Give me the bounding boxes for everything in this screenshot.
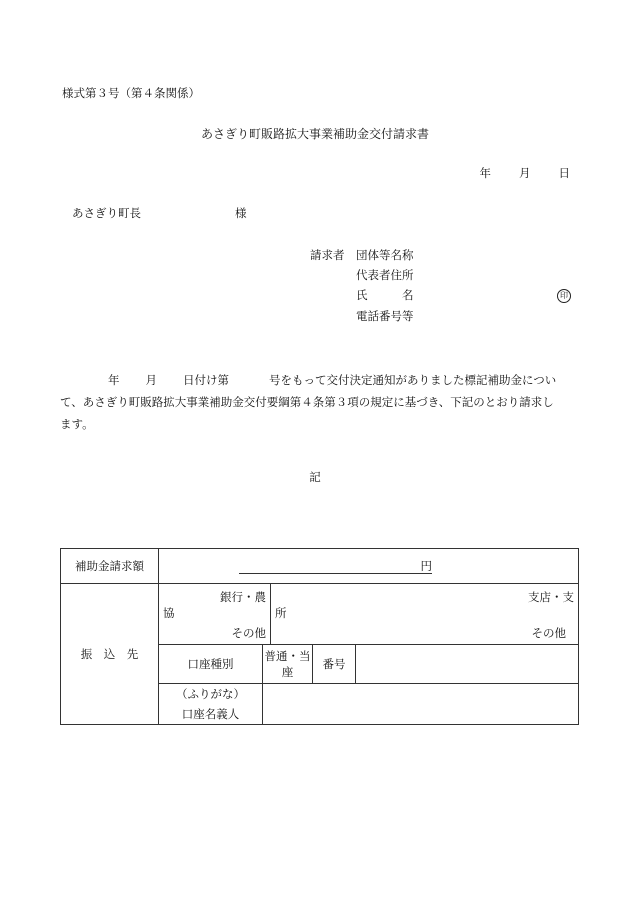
body-dated-no: 日付け第 [183, 373, 229, 387]
addressee-honorific: 様 [235, 206, 247, 220]
branch-type-3: その他 [531, 626, 566, 640]
account-number-cell [313, 645, 579, 684]
addressee [72, 208, 247, 220]
form-number: 様式第３号（第４条関係） [62, 86, 200, 100]
document-title: あさぎり町販路拡大事業補助金交付請求書 [200, 127, 429, 141]
yen-unit: 円 [420, 558, 432, 573]
bank-type-1: 銀行・農 [220, 590, 266, 604]
bank-name-field[interactable] [159, 584, 271, 645]
requester-field-phone: 電話番号等 [356, 309, 414, 323]
transfer-label: 振 込 先 [61, 584, 159, 725]
date-year: 年 [479, 166, 491, 180]
account-type-label: 口座種別 [159, 645, 263, 684]
date-day: 日 [558, 166, 570, 180]
amount-underline [239, 573, 432, 574]
holder-label-cell [159, 684, 263, 725]
date-month: 月 [519, 166, 531, 180]
body-month: 月 [145, 373, 157, 387]
amount-label: 補助金請求額 [61, 549, 159, 584]
seal-mark: 印 [557, 289, 571, 303]
bank-type-2: 協 [163, 606, 175, 620]
body-text-3: ます。 [60, 417, 94, 431]
branch-type-1: 支店・支 [528, 590, 574, 604]
branch-type-2: 所 [275, 606, 287, 620]
body-text-2: て、あさぎり町販路拡大事業補助金交付要綱第４条第３項の規定に基づき、下記のとおり請求し [60, 395, 554, 409]
requester-label: 請求者 [310, 248, 345, 262]
requester-field-address: 代表者住所 [356, 268, 414, 282]
amount-row [61, 549, 579, 584]
account-type-value[interactable]: 普通・当座 [263, 645, 313, 684]
requester-field-name: 氏 名 [356, 288, 414, 302]
account-holder-label: 口座名義人 [181, 707, 240, 721]
body-text-1: 号をもって交付決定通知がありました標記補助金につい [269, 373, 557, 387]
body-paragraph [60, 369, 580, 435]
date-line [480, 168, 571, 180]
bank-row [61, 584, 579, 645]
furigana-label: （ふりがな） [176, 687, 245, 701]
addressee-name: あさぎり町長 [72, 206, 141, 220]
requester-field-organization: 団体等名称 [356, 248, 414, 262]
account-holder-field[interactable] [263, 684, 579, 725]
body-year: 年 [108, 373, 120, 387]
account-number-field[interactable] [356, 645, 578, 683]
account-number-label-box: 番号 [313, 645, 356, 683]
amount-field[interactable] [159, 549, 579, 584]
ki-heading: 記 [309, 470, 321, 484]
bank-type-3: その他 [231, 626, 266, 640]
transfer-details-table [60, 548, 579, 725]
branch-name-field[interactable] [271, 584, 579, 645]
